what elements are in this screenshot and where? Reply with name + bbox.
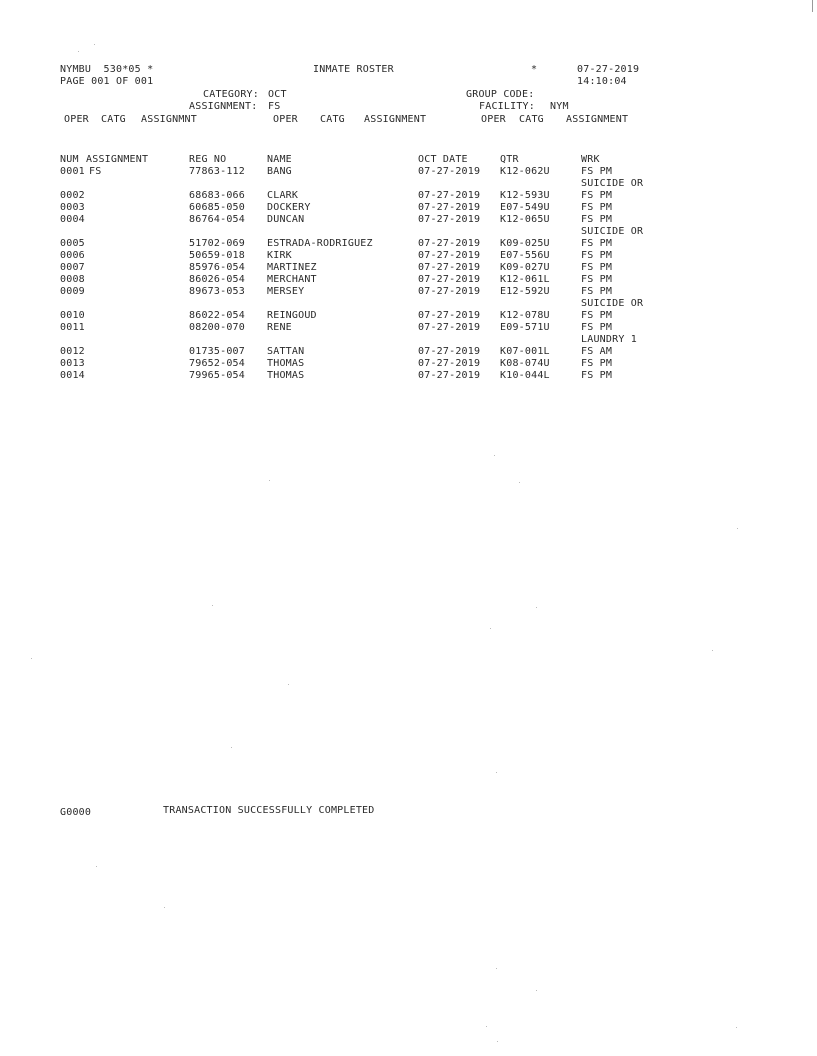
row-wrk: FS AM: [581, 346, 613, 357]
row-num: 0007: [60, 262, 85, 273]
row-num: 0011: [60, 322, 85, 333]
facility-value: NYM: [550, 101, 569, 112]
row-note-text: LAUNDRY 1: [581, 334, 637, 345]
col-num-header: NUM: [60, 154, 79, 165]
scan-speck: [231, 747, 232, 748]
scan-speck: [78, 51, 79, 52]
row-wrk: FS PM: [581, 262, 613, 273]
table-row: [0, 214, 817, 226]
row-oct-date: 07-27-2019: [418, 250, 481, 261]
row-qtr: K09-025U: [500, 238, 550, 249]
category-value: OCT: [268, 89, 287, 100]
report-date: 07-27-2019: [577, 64, 640, 75]
scan-speck: [519, 482, 520, 483]
oper-header-2-assignment: ASSIGNMENT: [364, 114, 427, 125]
row-name: CLARK: [267, 190, 299, 201]
row-num: 0006: [60, 250, 85, 261]
row-oct-date: 07-27-2019: [418, 322, 481, 333]
report-time: 14:10:04: [577, 76, 627, 87]
category-label: CATEGORY:: [203, 89, 259, 100]
row-oct-date: 07-27-2019: [418, 166, 481, 177]
row-num: 0003: [60, 202, 85, 213]
row-qtr: K12-062U: [500, 166, 550, 177]
col-octdate-header: OCT DATE: [418, 154, 468, 165]
row-num: 0002: [60, 190, 85, 201]
row-qtr: K12-065U: [500, 214, 550, 225]
row-qtr: E07-556U: [500, 250, 550, 261]
header-star: *: [531, 64, 538, 75]
row-name: MARTINEZ: [267, 262, 317, 273]
row-qtr: E09-571U: [500, 322, 550, 333]
row-wrk: FS PM: [581, 202, 613, 213]
row-num: 0014: [60, 370, 85, 381]
table-row: [0, 274, 817, 286]
row-note-text: SUICIDE OR: [581, 178, 644, 189]
oper-header-3-catg: CATG: [519, 114, 544, 125]
table-row: [0, 322, 817, 334]
row-note: [0, 178, 817, 190]
col-regno-header: REG NO: [189, 154, 227, 165]
scan-speck: [31, 658, 32, 659]
row-wrk: FS PM: [581, 310, 613, 321]
row-reg-no: 01735-007: [189, 346, 245, 357]
assignment-label: ASSIGNMENT:: [189, 101, 258, 112]
row-oct-date: 07-27-2019: [418, 262, 481, 273]
row-reg-no: 89673-053: [189, 286, 245, 297]
row-oct-date: 07-27-2019: [418, 238, 481, 249]
row-note: [0, 334, 817, 346]
row-oct-date: 07-27-2019: [418, 346, 481, 357]
row-num: 0005: [60, 238, 85, 249]
row-qtr: E07-549U: [500, 202, 550, 213]
row-oct-date: 07-27-2019: [418, 214, 481, 225]
row-qtr: K10-044L: [500, 370, 550, 381]
row-name: REINGOUD: [267, 310, 317, 321]
row-reg-no: 77863-112: [189, 166, 245, 177]
row-oct-date: 07-27-2019: [418, 310, 481, 321]
table-row: [0, 310, 817, 322]
table-row: [0, 346, 817, 358]
row-oct-date: 07-27-2019: [418, 358, 481, 369]
facility-label: FACILITY:: [479, 101, 535, 112]
table-row: [0, 190, 817, 202]
table-row: [0, 202, 817, 214]
row-wrk: FS PM: [581, 286, 613, 297]
page-indicator: PAGE 001 OF 001: [60, 76, 154, 87]
row-num: 0009: [60, 286, 85, 297]
row-num: 0013: [60, 358, 85, 369]
status-message: TRANSACTION SUCCESSFULLY COMPLETED: [163, 805, 375, 816]
assignment-value: FS: [268, 101, 281, 112]
row-name: MERCHANT: [267, 274, 317, 285]
row-wrk: FS PM: [581, 358, 613, 369]
row-name: THOMAS: [267, 358, 305, 369]
scan-speck: [737, 528, 738, 529]
oper-header-1-assignment: ASSIGNMNT: [141, 114, 197, 125]
row-reg-no: 60685-050: [189, 202, 245, 213]
oper-header-2-oper: OPER: [273, 114, 298, 125]
row-num: 0001: [60, 166, 85, 177]
scan-speck: [288, 684, 289, 685]
row-wrk: FS PM: [581, 214, 613, 225]
row-wrk: FS PM: [581, 274, 613, 285]
scan-speck: [536, 607, 537, 608]
row-reg-no: 79965-054: [189, 370, 245, 381]
row-assignment: FS: [89, 166, 102, 177]
row-qtr: K09-027U: [500, 262, 550, 273]
row-qtr: K08-074U: [500, 358, 550, 369]
row-wrk: FS PM: [581, 370, 613, 381]
oper-header-2-catg: CATG: [320, 114, 345, 125]
row-reg-no: 68683-066: [189, 190, 245, 201]
row-wrk: FS PM: [581, 238, 613, 249]
row-oct-date: 07-27-2019: [418, 274, 481, 285]
row-num: 0004: [60, 214, 85, 225]
row-wrk: FS PM: [581, 166, 613, 177]
row-reg-no: 85976-054: [189, 262, 245, 273]
row-oct-date: 07-27-2019: [418, 190, 481, 201]
row-name: RENE: [267, 322, 292, 333]
system-id: NYMBU 530*05 *: [60, 64, 154, 75]
row-name: KIRK: [267, 250, 292, 261]
status-code: G0000: [60, 807, 92, 818]
row-wrk: FS PM: [581, 322, 613, 333]
scan-speck: [490, 628, 491, 629]
row-name: MERSEY: [267, 286, 305, 297]
table-row: [0, 358, 817, 370]
scan-speck: [486, 1026, 487, 1027]
table-row: [0, 370, 817, 382]
scan-speck: [494, 455, 495, 456]
oper-header-3-assignment: ASSIGNMENT: [566, 114, 629, 125]
scan-speck: [96, 866, 97, 867]
row-reg-no: 79652-054: [189, 358, 245, 369]
page-edge-mark: [812, 0, 813, 12]
row-reg-no: 51702-069: [189, 238, 245, 249]
report-title: INMATE ROSTER: [313, 64, 394, 75]
row-wrk: FS PM: [581, 190, 613, 201]
row-oct-date: 07-27-2019: [418, 370, 481, 381]
row-oct-date: 07-27-2019: [418, 286, 481, 297]
col-wrk-header: WRK: [581, 154, 600, 165]
col-assignment-header: ASSIGNMENT: [86, 154, 149, 165]
table-row: [0, 250, 817, 262]
row-name: DOCKERY: [267, 202, 311, 213]
row-num: 0008: [60, 274, 85, 285]
table-row: [0, 166, 817, 178]
row-wrk: FS PM: [581, 250, 613, 261]
scan-speck: [712, 650, 713, 651]
scan-speck: [496, 968, 497, 969]
scan-speck: [736, 1027, 737, 1028]
oper-header-1-oper: OPER: [64, 114, 89, 125]
row-name: THOMAS: [267, 370, 305, 381]
scan-speck: [94, 44, 95, 45]
group-code-label: GROUP CODE:: [466, 89, 535, 100]
row-name: SATTAN: [267, 346, 305, 357]
scan-speck: [164, 907, 165, 908]
row-oct-date: 07-27-2019: [418, 202, 481, 213]
row-reg-no: 08200-070: [189, 322, 245, 333]
row-num: 0012: [60, 346, 85, 357]
row-qtr: E12-592U: [500, 286, 550, 297]
scan-speck: [536, 990, 537, 991]
scan-speck: [497, 1041, 498, 1042]
col-name-header: NAME: [267, 154, 292, 165]
row-note: [0, 298, 817, 310]
row-name: DUNCAN: [267, 214, 305, 225]
row-qtr: K12-593U: [500, 190, 550, 201]
row-name: ESTRADA-RODRIGUEZ: [267, 238, 373, 249]
row-num: 0010: [60, 310, 85, 321]
row-reg-no: 86022-054: [189, 310, 245, 321]
col-qtr-header: QTR: [500, 154, 519, 165]
row-note: [0, 226, 817, 238]
row-qtr: K12-061L: [500, 274, 550, 285]
table-row: [0, 262, 817, 274]
oper-header-1-catg: CATG: [101, 114, 126, 125]
scan-speck: [269, 480, 270, 481]
row-qtr: K12-078U: [500, 310, 550, 321]
row-qtr: K07-001L: [500, 346, 550, 357]
row-name: BANG: [267, 166, 292, 177]
row-note-text: SUICIDE OR: [581, 226, 644, 237]
row-reg-no: 86026-054: [189, 274, 245, 285]
table-row: [0, 238, 817, 250]
scan-speck: [212, 605, 213, 606]
row-reg-no: 50659-018: [189, 250, 245, 261]
row-reg-no: 86764-054: [189, 214, 245, 225]
table-row: [0, 286, 817, 298]
scan-speck: [496, 772, 497, 773]
oper-header-3-oper: OPER: [481, 114, 506, 125]
row-note-text: SUICIDE OR: [581, 298, 644, 309]
